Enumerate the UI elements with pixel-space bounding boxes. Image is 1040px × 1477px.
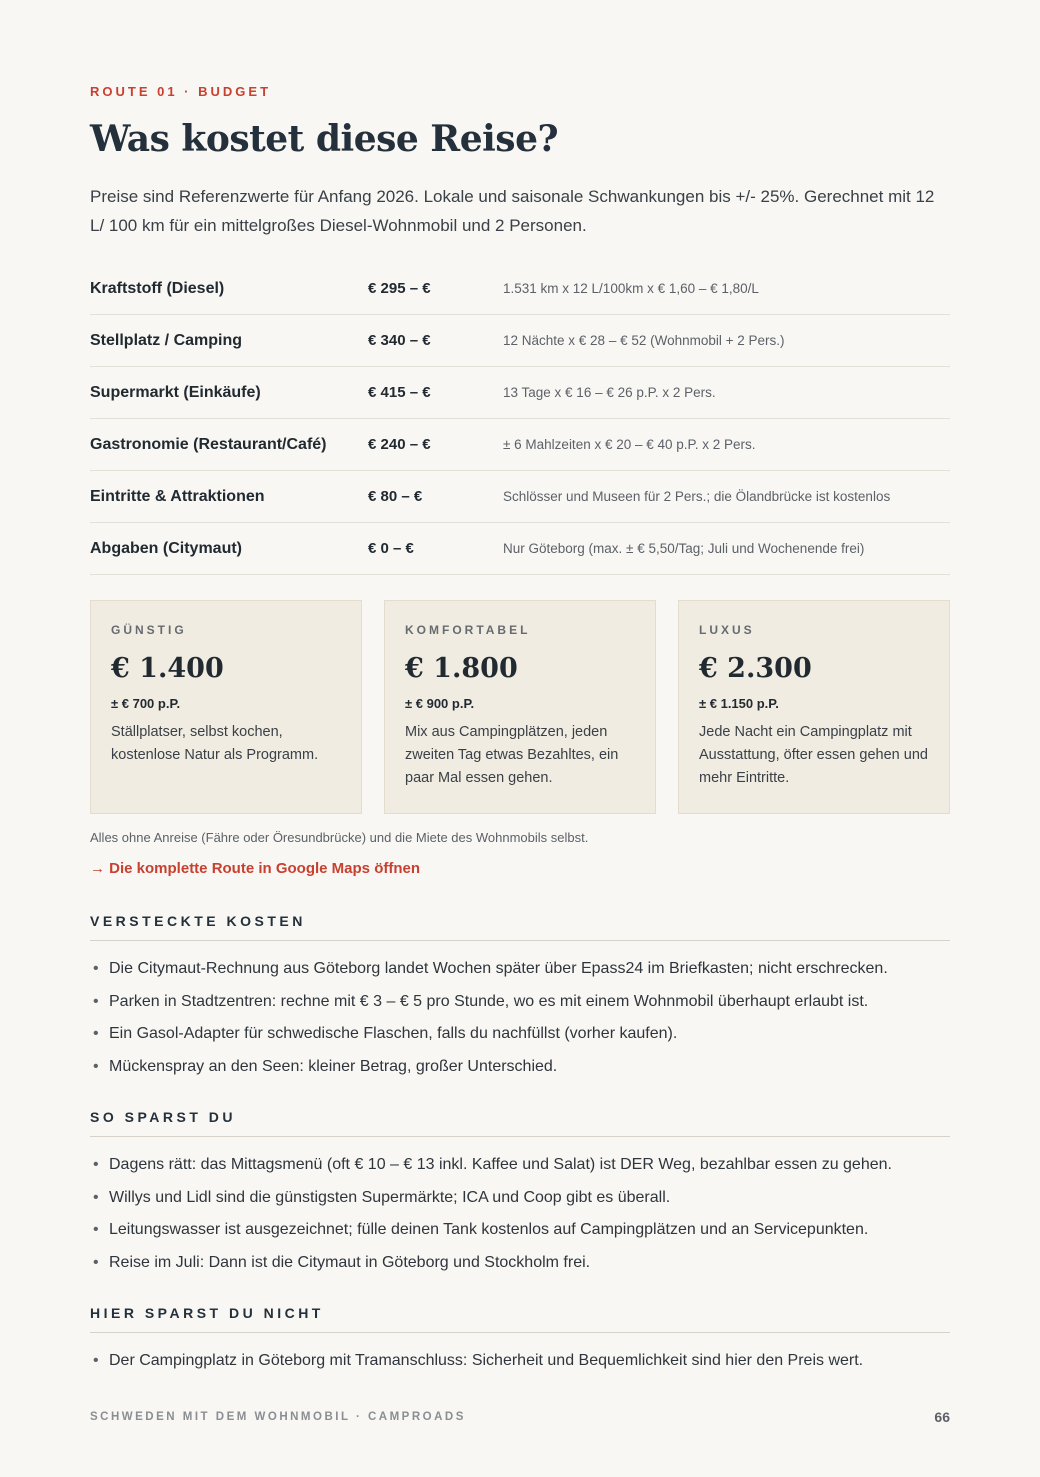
list-item: • Reise im Juli: Dann ist die Citymaut in Göteborg und Stockholm frei. xyxy=(90,1247,950,1280)
tier-card-budget xyxy=(90,600,362,814)
tier-card-comfort xyxy=(384,600,656,814)
tier-price: € 2.300 xyxy=(699,653,812,684)
tier-per-person: ± € 900 p.P. xyxy=(405,696,475,711)
kicker: ROUTE 01 · BUDGET xyxy=(90,84,272,99)
cost-row-groceries xyxy=(90,367,950,419)
intro-text: Preise sind Referenzwerte für Anfang 2026. Lokale und saisonale Schwankungen bis +/- 25%. Gerechnet mit 12 L/ 100 km für ein mittelgroßes Diesel-Wohnmobil und 2 Personen. xyxy=(90,187,935,235)
cost-label: Kraftstoff (Diesel) xyxy=(90,279,225,297)
list-item: • Die Citymaut-Rechnung aus Göteborg landet Wochen später über Epass24 im Briefkasten; nicht erschrecken. xyxy=(90,953,950,986)
section-hidden-costs xyxy=(90,913,950,1083)
cost-label: Gastronomie (Restaurant/Café) xyxy=(90,435,327,453)
cost-label: Stellplatz / Camping xyxy=(90,331,243,349)
tier-description: Ställplatser, selbst kochen, kostenlose Natur als Programm. xyxy=(111,724,319,763)
footer-title: SCHWEDEN MIT DEM WOHNMOBIL · CAMPROADS xyxy=(90,1411,466,1423)
tier-name: KOMFORTABEL xyxy=(405,623,531,637)
list-item: • Der Campingplatz in Göteborg mit Tramanschluss: Sicherheit und Bequemlichkeit sind hier den Preis wert. xyxy=(90,1345,950,1378)
cost-row-tolls xyxy=(90,523,950,575)
bullet-list xyxy=(90,1149,950,1279)
tier-name: GÜNSTIG xyxy=(111,623,187,637)
section-heading: HIER SPARST DU NICHT xyxy=(90,1305,950,1333)
tier-description: Jede Nacht ein Campingplatz mit Ausstattung, öfter essen gehen und mehr Eintritte. xyxy=(699,724,928,786)
cost-note: 1.531 km x 12 L/100km x € 1,60 – € 1,80/L xyxy=(503,281,759,296)
list-item: • Ein Gasol-Adapter für schwedische Flaschen, falls du nachfüllst (vorher kaufen). xyxy=(90,1018,950,1051)
section-savings xyxy=(90,1109,950,1279)
cost-note: Schlösser und Museen für 2 Pers.; die Ölandbrücke ist kostenlos xyxy=(503,489,891,504)
cost-table xyxy=(90,263,950,575)
cost-label: Supermarkt (Einkäufe) xyxy=(90,383,261,401)
cost-row-attractions xyxy=(90,471,950,523)
list-item: • Parken in Stadtzentren: rechne mit € 3 – € 5 pro Stunde, wo es mit einem Wohnmobil überhaupt erlaubt ist. xyxy=(90,986,950,1019)
bullet-list xyxy=(90,1345,950,1378)
footnote: Alles ohne Anreise (Fähre oder Öresundbrücke) und die Miete des Wohnmobils selbst. xyxy=(90,830,589,845)
list-item: • Mückenspray an den Seen: kleiner Betrag, großer Unterschied. xyxy=(90,1051,950,1084)
cost-amount: € 240 – € xyxy=(368,436,431,453)
page-number: 66 xyxy=(934,1409,950,1425)
cost-row-fuel xyxy=(90,263,950,315)
list-item: • Dagens rätt: das Mittagsmenü (oft € 10 – € 13 inkl. Kaffee und Salat) ist DER Weg, bezahlbar essen zu gehen. xyxy=(90,1149,950,1182)
tier-price: € 1.800 xyxy=(405,653,518,684)
budget-tiers xyxy=(90,600,950,814)
google-maps-link[interactable]: → Die komplette Route in Google Maps öffnen xyxy=(90,860,421,877)
cost-amount: € 295 – € xyxy=(368,280,431,297)
section-heading: SO SPARST DU xyxy=(90,1109,950,1137)
section-heading: VERSTECKTE KOSTEN xyxy=(90,913,950,941)
cost-label: Eintritte & Attraktionen xyxy=(90,487,265,505)
tier-name: LUXUS xyxy=(699,623,755,637)
tier-per-person: ± € 1.150 p.P. xyxy=(699,696,779,711)
tier-description: Mix aus Campingplätzen, jeden zweiten Tag etwas Bezahltes, ein paar Mal essen gehen. xyxy=(405,724,619,786)
tier-price: € 1.400 xyxy=(111,653,224,684)
list-item: • Leitungswasser ist ausgezeichnet; fülle deinen Tank kostenlos auf Campingplätzen und an Servicepunkten. xyxy=(90,1214,950,1247)
cost-amount: € 340 – € xyxy=(368,332,431,349)
tier-card-luxury xyxy=(678,600,950,814)
cost-note: 13 Tage x € 16 – € 26 p.P. x 2 Pers. xyxy=(503,385,716,400)
page-title: Was kostet diese Reise? xyxy=(90,118,559,160)
cost-note: ± 6 Mahlzeiten x € 20 – € 40 p.P. x 2 Pers. xyxy=(503,437,756,452)
cost-amount: € 80 – € xyxy=(368,488,423,505)
list-item: • Willys und Lidl sind die günstigsten Supermärkte; ICA und Coop gibt es überall. xyxy=(90,1182,950,1215)
cost-label: Abgaben (Citymaut) xyxy=(90,539,242,557)
tier-per-person: ± € 700 p.P. xyxy=(111,696,181,711)
cost-note: Nur Göteborg (max. ± € 5,50/Tag; Juli und Wochenende frei) xyxy=(503,541,865,556)
cost-note: 12 Nächte x € 28 – € 52 (Wohnmobil + 2 Pers.) xyxy=(503,333,785,348)
cost-amount: € 0 – € xyxy=(368,540,414,557)
cost-row-camping xyxy=(90,315,950,367)
cost-row-dining xyxy=(90,419,950,471)
cost-amount: € 415 – € xyxy=(368,384,431,401)
bullet-list xyxy=(90,953,950,1083)
section-no-savings xyxy=(90,1305,950,1378)
